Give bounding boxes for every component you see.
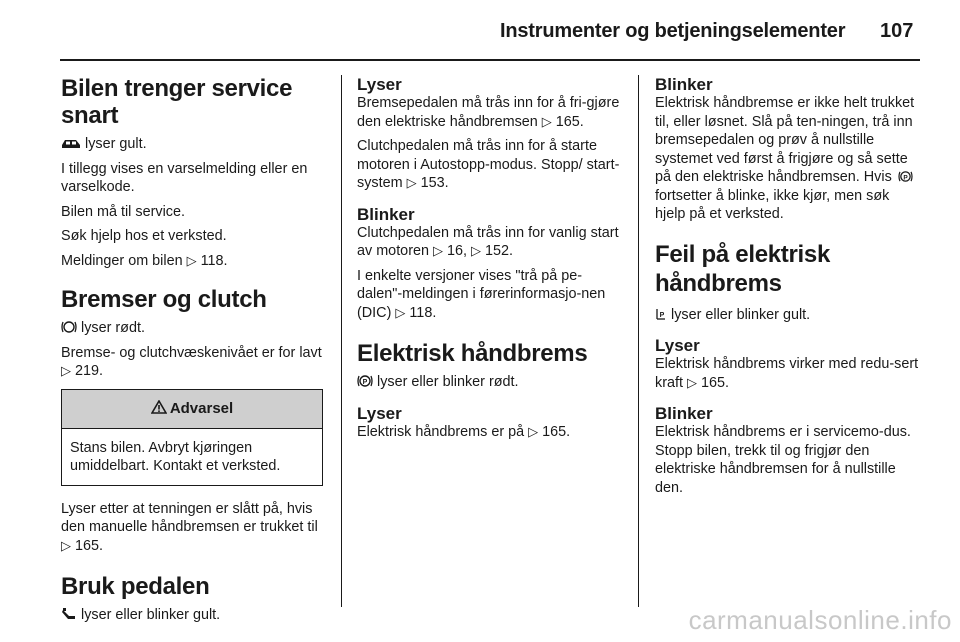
paragraph-text: Elektrisk håndbrems virker med redu-sert kraft <box>655 356 919 391</box>
column-divider-2 <box>638 75 639 607</box>
warning-triangle-icon <box>151 400 167 418</box>
paragraph-text: Elektrisk håndbrems er på <box>357 423 525 440</box>
paragraph: I tillegg vises en varselmelding eller en varselkode. <box>61 160 308 195</box>
page-ref-icon: ▷ <box>61 537 71 553</box>
paragraph: Søk hjelp hos et verksted. <box>61 228 227 244</box>
paragraph-text: I enkelte versjoner vises "trå på pe-dalen"-meldingen i førerinformasjo-nen (DIC) <box>357 267 606 321</box>
parking-brake-status-text: lyser eller blinker rødt. <box>377 374 519 390</box>
subheading-blinker: Blinker <box>357 204 415 224</box>
subheading-lyser: Lyser <box>655 336 700 355</box>
section-title-pedal: Bruk pedalen <box>61 573 210 600</box>
column-2 <box>357 75 623 447</box>
svg-text:P: P <box>362 379 368 386</box>
parking-brake-fault-icon <box>655 307 667 321</box>
page-ref: 118. <box>409 304 437 321</box>
page-ref: 165. <box>701 374 730 391</box>
parking-brake-icon <box>898 170 913 183</box>
page-header-title: Instrumenter og betjeningselementer <box>500 20 846 42</box>
column-1 <box>61 75 324 631</box>
paragraph-text: fortsetter å blinke, ikke kjør, men søk hjelp på et verksted. <box>655 187 890 222</box>
warning-text: Stans bilen. Avbryt kjøringen umiddelbart. Kontakt et verksted. <box>70 439 281 474</box>
svg-text:P: P <box>903 174 908 182</box>
page-ref-icon: ▷ <box>433 243 443 258</box>
subheading-blinker: Blinker <box>655 75 713 94</box>
car-service-icon <box>61 138 81 150</box>
subheading-lyser: Lyser <box>357 403 402 423</box>
paragraph-text: Elektrisk håndbremse er ikke helt trukket til, eller løsnet. Slå på ten-ningen, trå inn bremsepedalen og prøv å nullstille systemet ved først å frigjøre og så sette på den elektriske håndbremsen. Hvis <box>655 95 915 185</box>
watermark: carmanualsonline.info <box>688 605 952 635</box>
column-divider-1 <box>341 75 342 607</box>
page-ref-icon: ▷ <box>395 304 406 320</box>
pedal-status-text: lyser eller blinker gult. <box>81 607 221 623</box>
section-title-brakes: Bremser og clutch <box>61 286 267 313</box>
page-ref-icon: ▷ <box>471 243 482 258</box>
paragraph-text: Bremsepedalen må trås inn for å fri-gjøre den elektriske håndbremsen <box>357 95 620 130</box>
paragraph-text: Lyser etter at tenningen er slått på, hvis den manuelle håndbremsen er trukket til <box>61 500 318 535</box>
column-3 <box>655 75 923 503</box>
page-number: 107 <box>880 20 914 42</box>
page-ref-icon: ▷ <box>687 374 697 390</box>
page-ref-icon: ▷ <box>406 175 417 190</box>
page-ref: 153. <box>420 175 449 191</box>
page-ref-icon: ▷ <box>541 113 552 129</box>
warning-box-header <box>62 390 322 429</box>
warning-box <box>61 389 323 486</box>
paragraph: Elektrisk håndbrems er i servicemo-dus. Stopp bilen, trekk til og frigjør den elektriske håndbremsen for å nullstille den. <box>655 424 911 496</box>
section-title-service: Bilen trenger service snart <box>61 75 293 129</box>
page-ref-icon: ▷ <box>528 423 539 439</box>
warning-title: Advarsel <box>169 400 234 417</box>
page-ref-icon: ▷ <box>61 363 71 378</box>
service-status-text: lyser gult. <box>85 136 147 152</box>
page-ref: 16, <box>447 243 468 259</box>
page-ref: 152. <box>485 243 514 259</box>
paragraph-text: Bremse- og clutchvæskenivået er for lavt <box>61 344 322 361</box>
subheading-blinker: Blinker <box>655 404 713 423</box>
page-ref: 165. <box>542 423 571 440</box>
section-title-parking-brake: Elektrisk håndbrems <box>357 340 588 367</box>
page-ref: 118. <box>200 252 228 269</box>
paragraph-text: Clutchpedalen må trås inn for vanlig start av motoren <box>357 224 619 259</box>
page-ref: 165. <box>75 537 104 554</box>
paragraph: Bilen må til service. <box>61 203 185 220</box>
svg-text:P: P <box>659 311 665 319</box>
brake-warning-icon <box>61 320 77 334</box>
parking-brake-fault-status-text: lyser eller blinker gult. <box>671 306 811 323</box>
section-title-parking-brake-fault: Feil på elektrisk håndbrems <box>655 240 830 297</box>
pedal-icon <box>61 607 77 621</box>
paragraph-text: Clutchpedalen må trås inn for å starte motoren i Autostopp-modus. Stopp/ start-system <box>357 138 620 191</box>
brake-status-text: lyser rødt. <box>81 320 145 336</box>
page-ref: 165. <box>555 113 584 130</box>
page-ref: 219. <box>75 363 104 379</box>
header-divider <box>60 59 920 61</box>
page-ref-icon: ▷ <box>186 252 197 268</box>
parking-brake-icon <box>357 374 373 388</box>
paragraph-text: Meldinger om bilen <box>61 252 183 269</box>
subheading-lyser: Lyser <box>357 75 402 94</box>
